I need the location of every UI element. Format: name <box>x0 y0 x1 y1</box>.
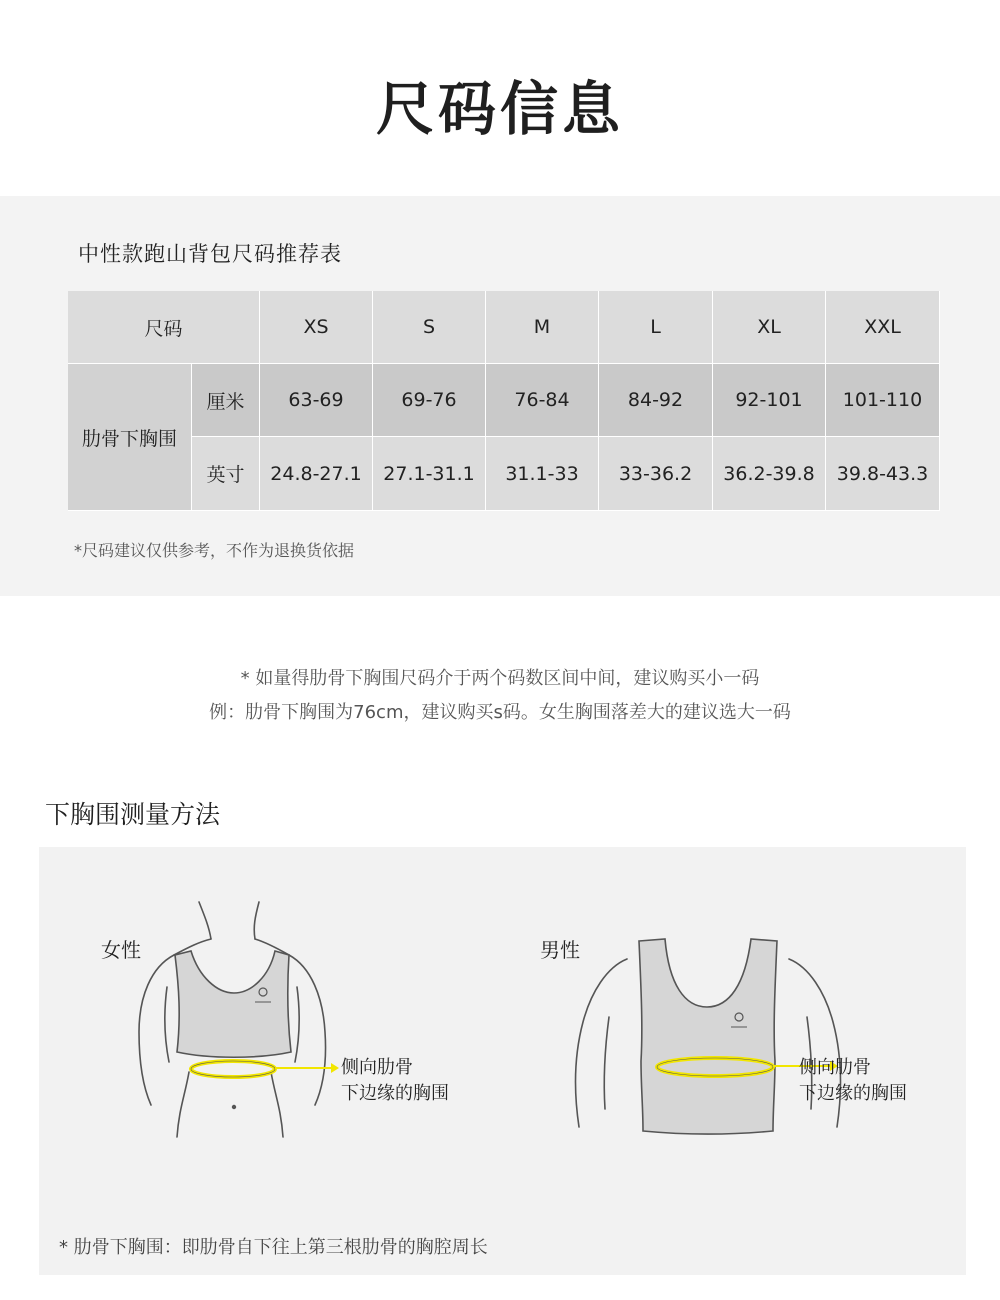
size-col-header: S <box>373 291 486 364</box>
page-title: 尺码信息 <box>375 75 624 143</box>
table-cell: 92-101 <box>713 364 826 437</box>
size-col-header: XXL <box>826 291 940 364</box>
table-cell: 33-36.2 <box>599 437 713 511</box>
table-cell: 69-76 <box>373 364 486 437</box>
size-col-header: L <box>599 291 713 364</box>
unit-label-cm: 厘米 <box>192 364 260 437</box>
size-header-label: 尺码 <box>68 291 260 364</box>
female-callout <box>341 1055 449 1107</box>
size-table-section <box>0 196 1000 596</box>
table-cell: 31.1-33 <box>486 437 599 511</box>
table-cell: 63-69 <box>260 364 373 437</box>
size-table-title: 中性款跑山背包尺码推荐表 <box>78 242 342 266</box>
unit-label-inch: 英寸 <box>192 437 260 511</box>
size-col-header: XS <box>260 291 373 364</box>
measurement-panel <box>39 847 966 1275</box>
measurement-footnote: * 肋骨下胸围：即肋骨自下往上第三根肋骨的胸腔周长 <box>59 1237 488 1258</box>
measurement-title: 下胸围测量方法 <box>45 800 221 829</box>
sizing-note-2: 例：肋骨下胸围为76cm，建议购买s码。女生胸围落差大的建议选大一码 <box>209 702 791 723</box>
table-cell: 101-110 <box>826 364 940 437</box>
male-callout <box>799 1055 907 1107</box>
size-col-header: M <box>486 291 599 364</box>
table-cell: 24.8-27.1 <box>260 437 373 511</box>
male-callout-line2: 下边缘的胸围 <box>799 1083 907 1104</box>
sizing-note-1: * 如量得肋骨下胸围尺码介于两个码数区间中间，建议购买小一码 <box>240 668 760 689</box>
row-group-label: 肋骨下胸围 <box>68 364 192 511</box>
size-col-header: XL <box>713 291 826 364</box>
male-callout-line1: 侧向肋骨 <box>799 1057 871 1078</box>
table-cell: 27.1-31.1 <box>373 437 486 511</box>
male-label: 男性 <box>540 938 580 962</box>
table-cell: 76-84 <box>486 364 599 437</box>
table-cell: 84-92 <box>599 364 713 437</box>
male-figure-illustration <box>539 847 966 1177</box>
table-cell: 39.8-43.3 <box>826 437 940 511</box>
female-callout-line1: 侧向肋骨 <box>341 1057 413 1078</box>
female-label: 女性 <box>101 938 141 962</box>
table-cell: 36.2-39.8 <box>713 437 826 511</box>
female-callout-line2: 下边缘的胸围 <box>341 1083 449 1104</box>
table-disclaimer: *尺码建议仅供参考，不作为退换货依据 <box>74 541 355 560</box>
female-figure-illustration <box>39 847 499 1177</box>
size-table <box>68 291 940 511</box>
